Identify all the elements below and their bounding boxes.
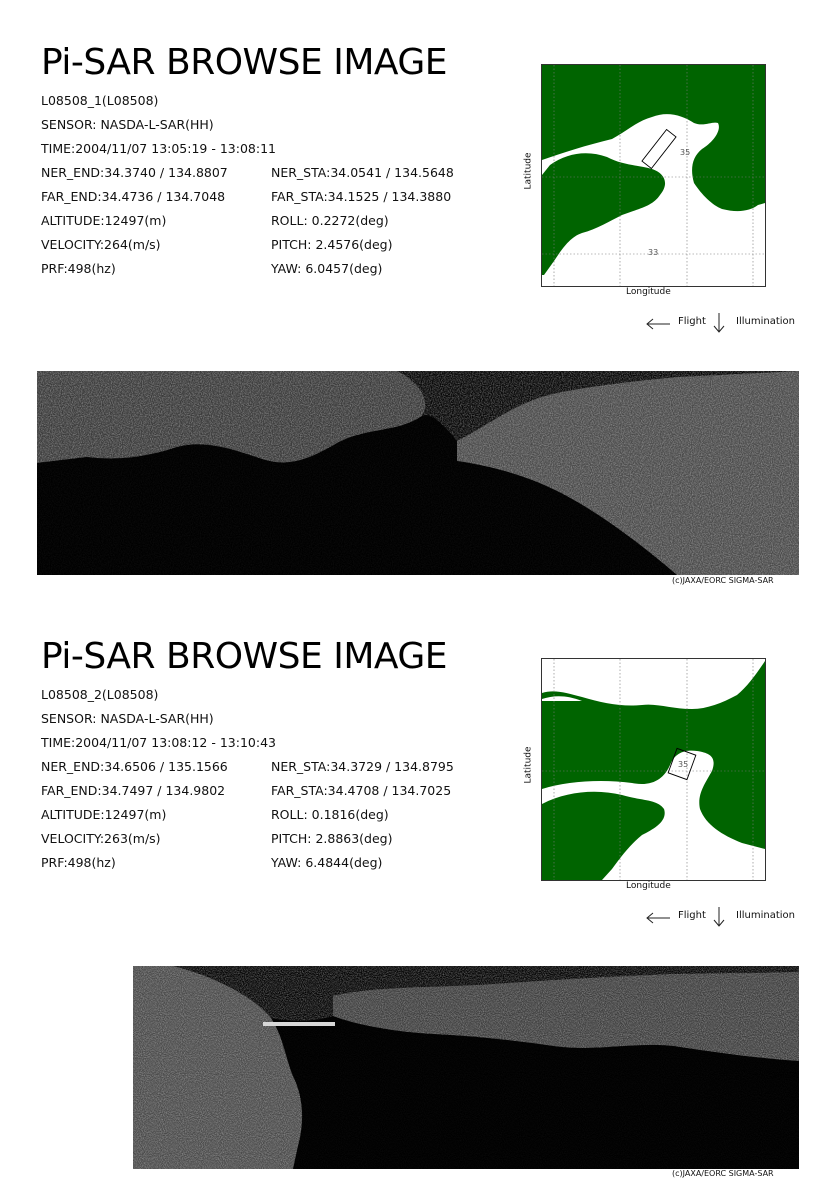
flight-label: Flight xyxy=(678,316,706,327)
page-title: Pi-SAR BROWSE IMAGE xyxy=(41,636,448,677)
yaw-text: YAW: 6.4844(deg) xyxy=(271,855,383,870)
far-sta-text: FAR_STA:34.1525 / 134.3880 xyxy=(271,189,452,204)
far-end-text: FAR_END:34.4736 / 134.7048 xyxy=(41,189,226,204)
sensor-text: SENSOR: NASDA-L-SAR(HH) xyxy=(41,711,214,726)
sar-image-1 xyxy=(37,371,799,575)
far-end-text: FAR_END:34.7497 / 134.9802 xyxy=(41,783,226,798)
altitude-text: ALTITUDE:12497(m) xyxy=(41,807,167,822)
ner-end-text: NER_END:34.6506 / 135.1566 xyxy=(41,759,228,774)
illumination-label: Illumination xyxy=(736,910,795,921)
browse-record-2 xyxy=(0,595,822,1190)
sensor-text: SENSOR: NASDA-L-SAR(HH) xyxy=(41,117,214,132)
velocity-text: VELOCITY:264(m/s) xyxy=(41,237,161,252)
ner-sta-text: NER_STA:34.3729 / 134.8795 xyxy=(271,759,454,774)
roll-text: ROLL: 0.2272(deg) xyxy=(271,213,389,228)
grid-label-lat-2: 33 xyxy=(648,248,659,257)
grid-label-lat: 35 xyxy=(680,148,691,157)
location-map xyxy=(541,658,766,881)
ner-end-text: NER_END:34.3740 / 134.8807 xyxy=(41,165,228,180)
yaw-text: YAW: 6.0457(deg) xyxy=(271,261,383,276)
time-text: TIME:2004/11/07 13:05:19 - 13:08:11 xyxy=(41,141,276,156)
altitude-text: ALTITUDE:12497(m) xyxy=(41,213,167,228)
arrow-down-icon xyxy=(712,312,726,334)
arrow-left-icon xyxy=(645,318,671,330)
scene-id: L08508_1(L08508) xyxy=(41,93,159,108)
pitch-text: PITCH: 2.4576(deg) xyxy=(271,237,393,252)
pitch-text: PITCH: 2.8863(deg) xyxy=(271,831,393,846)
sar-image-2 xyxy=(133,966,799,1169)
arrow-left-icon xyxy=(645,912,671,924)
location-map xyxy=(541,64,766,287)
roll-text: ROLL: 0.1816(deg) xyxy=(271,807,389,822)
map-ylabel: Latitude xyxy=(523,746,534,784)
sar-strip-graphic xyxy=(37,371,799,575)
illumination-label: Illumination xyxy=(736,316,795,327)
map-ylabel: Latitude xyxy=(523,152,534,190)
far-sta-text: FAR_STA:34.4708 / 134.7025 xyxy=(271,783,452,798)
flight-label: Flight xyxy=(678,910,706,921)
arrow-down-icon xyxy=(712,906,726,928)
map-graphic xyxy=(542,659,765,880)
scene-id: L08508_2(L08508) xyxy=(41,687,159,702)
sar-strip-graphic xyxy=(133,966,799,1169)
map-xlabel: Longitude xyxy=(626,881,671,891)
velocity-text: VELOCITY:263(m/s) xyxy=(41,831,161,846)
prf-text: PRF:498(hz) xyxy=(41,261,116,276)
bridge-line xyxy=(263,1022,335,1026)
grid-label-lat: 35 xyxy=(678,760,689,769)
ner-sta-text: NER_STA:34.0541 / 134.5648 xyxy=(271,165,454,180)
credit-text: (c)JAXA/EORC SIGMA-SAR xyxy=(672,1169,774,1178)
map-graphic xyxy=(542,65,765,286)
prf-text: PRF:498(hz) xyxy=(41,855,116,870)
map-xlabel: Longitude xyxy=(626,287,671,297)
page-title: Pi-SAR BROWSE IMAGE xyxy=(41,42,448,83)
credit-text: (c)JAXA/EORC SIGMA-SAR xyxy=(672,576,774,585)
time-text: TIME:2004/11/07 13:08:12 - 13:10:43 xyxy=(41,735,276,750)
